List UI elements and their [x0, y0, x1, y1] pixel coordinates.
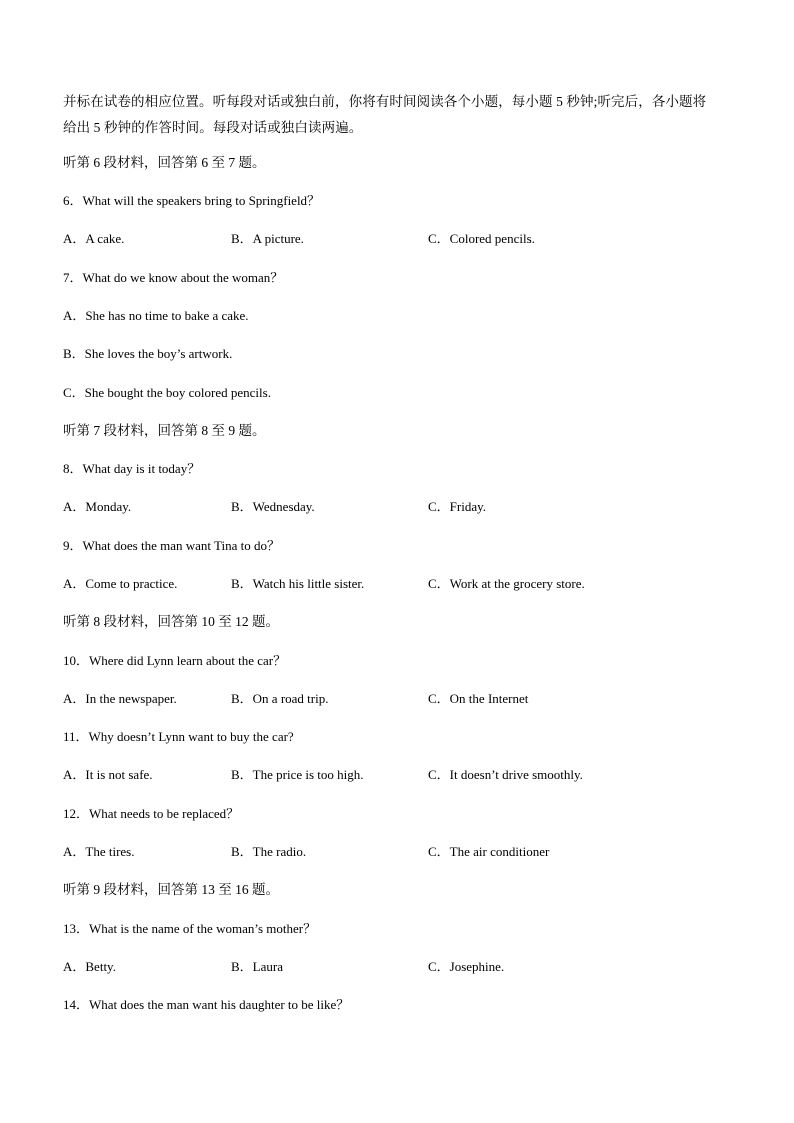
- question-10-option-c: C．On the Internet: [428, 691, 529, 706]
- question-8-stem: 8．What day is it today？: [63, 461, 201, 476]
- question-6-option-a: A．A cake.: [63, 231, 125, 246]
- question-9-stem: 9．What does the man want Tina to do？: [63, 538, 281, 553]
- question-6-option-c: C．Colored pencils.: [428, 231, 535, 246]
- instructions-line-1: 并标在试卷的相应位置。听每段对话或独白前，你将有时间阅读各个小题，每小题 5 秒钟;听完后，各小题将: [63, 94, 707, 109]
- question-13-stem: 13．What is the name of the woman’s mother？: [63, 921, 317, 936]
- question-11-stem: 11．Why doesn’t Lynn want to buy the car?: [63, 729, 294, 744]
- question-12-option-c: C．The air conditioner: [428, 844, 550, 859]
- instructions-paragraph: [63, 89, 743, 141]
- question-12-option-b: B．The radio.: [231, 844, 307, 859]
- question-10-option-b: B．On a road trip.: [231, 691, 329, 706]
- question-7-option-a: A．She has no time to bake a cake.: [63, 308, 249, 323]
- question-11-option-b: B．The price is too high.: [231, 767, 364, 782]
- instructions-line-2: 给出 5 秒钟的作答时间。每段对话或独白读两遍。: [63, 120, 363, 135]
- question-9-option-c: C．Work at the grocery store.: [428, 576, 585, 591]
- question-10-stem: 10．Where did Lynn learn about the car？: [63, 653, 287, 668]
- question-10-option-a: A．In the newspaper.: [63, 691, 177, 706]
- question-13-option-a: A．Betty.: [63, 959, 116, 974]
- question-8-option-b: B．Wednesday.: [231, 499, 315, 514]
- question-8-option-a: A．Monday.: [63, 499, 132, 514]
- question-13-option-c: C．Josephine.: [428, 959, 505, 974]
- question-11-option-a: A．It is not safe.: [63, 767, 153, 782]
- question-6-option-b: B．A picture.: [231, 231, 304, 246]
- question-12-stem: 12．What needs to be replaced？: [63, 806, 240, 821]
- question-12-option-a: A．The tires.: [63, 844, 135, 859]
- section-header-6: 听第 6 段材料，回答第 6 至 7 题。: [63, 155, 266, 170]
- question-9-option-a: A．Come to practice.: [63, 576, 178, 591]
- question-9-option-b: B．Watch his little sister.: [231, 576, 365, 591]
- question-8-option-c: C．Friday.: [428, 499, 487, 514]
- question-7-option-b: B．She loves the boy’s artwork.: [63, 346, 233, 361]
- question-7-stem: 7．What do we know about the woman？: [63, 270, 284, 285]
- question-14-stem: 14．What does the man want his daughter to be like？: [63, 997, 350, 1012]
- section-header-7: 听第 7 段材料，回答第 8 至 9 题。: [63, 423, 266, 438]
- question-13-option-b: B．Laura: [231, 959, 283, 974]
- question-11-option-c: C．It doesn’t drive smoothly.: [428, 767, 583, 782]
- section-header-8: 听第 8 段材料，回答第 10 至 12 题。: [63, 614, 279, 629]
- question-7-option-c: C．She bought the boy colored pencils.: [63, 385, 271, 400]
- question-6-stem: 6．What will the speakers bring to Springfield？: [63, 193, 321, 208]
- section-header-9: 听第 9 段材料，回答第 13 至 16 题。: [63, 882, 279, 897]
